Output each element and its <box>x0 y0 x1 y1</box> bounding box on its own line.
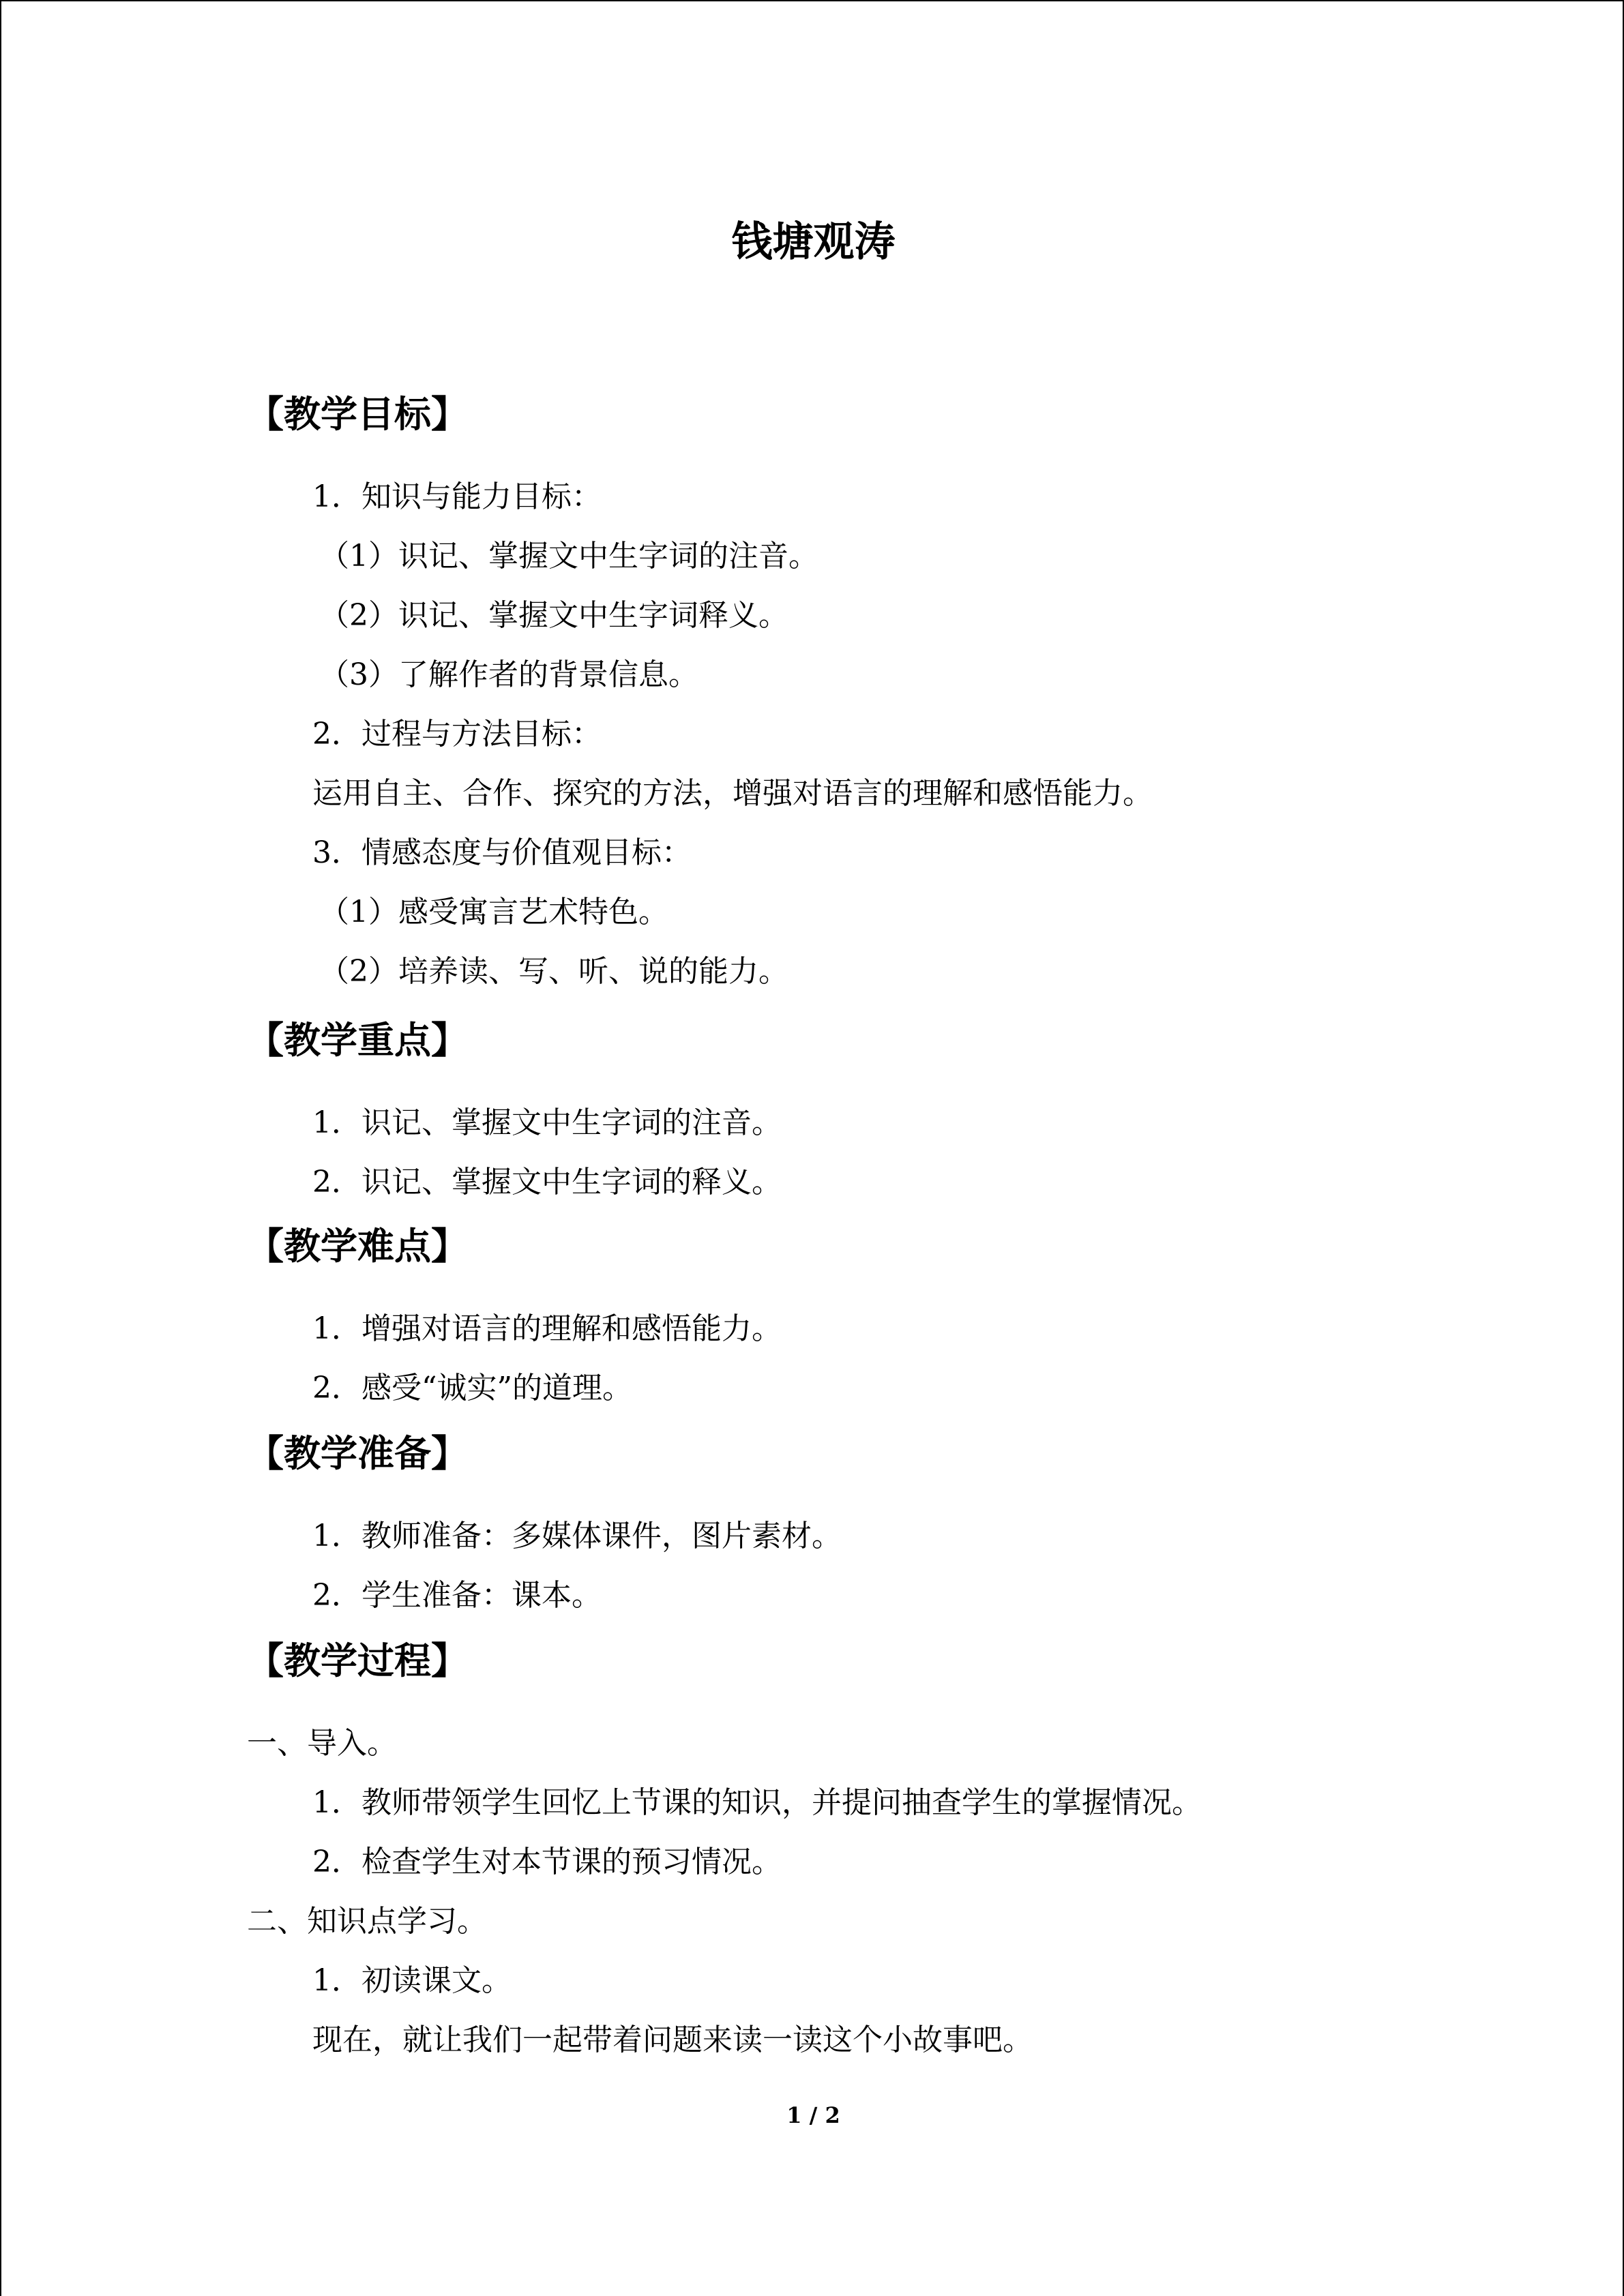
preparation-line: 2．学生准备：课本。 <box>312 1578 602 1613</box>
process-line: 2．检查学生对本节课的预习情况。 <box>312 1845 782 1879</box>
difficulty-line: 2．感受“诚实”的道理。 <box>312 1371 632 1405</box>
document-title: 钱塘观涛 <box>731 218 896 266</box>
process-line: 1．教师带领学生回忆上节课的知识，并提问抽查学生的掌握情况。 <box>312 1785 1202 1820</box>
page-number: 1 / 2 <box>786 2102 840 2128</box>
difficulty-line: 1．增强对语言的理解和感悟能力。 <box>312 1311 782 1346</box>
objective-line: 2．过程与方法目标： <box>312 717 602 751</box>
preparation-line: 1．教师准备：多媒体课件，图片素材。 <box>312 1519 842 1553</box>
objective-line: （1）感受寓言艺术特色。 <box>319 895 668 929</box>
process-line: 二、知识点学习。 <box>247 1904 487 1939</box>
process-line: 1．初读课文。 <box>312 1963 512 1998</box>
section-heading-preparation: 【教学准备】 <box>247 1432 468 1475</box>
objective-line: （1）识记、掌握文中生字词的注音。 <box>319 539 818 573</box>
process-line: 现在，就让我们一起带着问题来读一读这个小故事吧。 <box>312 2023 1033 2057</box>
process-line: 一、导入。 <box>247 1726 397 1761</box>
key-point-line: 2．识记、掌握文中生字词的释义。 <box>312 1165 782 1199</box>
objective-line: 3．情感态度与价值观目标： <box>312 835 692 870</box>
section-heading-key-points: 【教学重点】 <box>247 1019 468 1062</box>
objective-line: 运用自主、合作、探究的方法，增强对语言的理解和感悟能力。 <box>312 776 1153 811</box>
key-point-line: 1．识记、掌握文中生字词的注音。 <box>312 1105 782 1140</box>
section-heading-process: 【教学过程】 <box>247 1639 468 1682</box>
objective-line: （3）了解作者的背景信息。 <box>319 657 698 692</box>
objective-line: （2）培养读、写、听、说的能力。 <box>319 954 788 989</box>
section-heading-difficulties: 【教学难点】 <box>247 1225 468 1268</box>
section-heading-objectives: 【教学目标】 <box>247 393 468 436</box>
objective-line: （2）识记、掌握文中生字词释义。 <box>319 598 788 633</box>
objective-line: 1．知识与能力目标： <box>312 479 602 514</box>
